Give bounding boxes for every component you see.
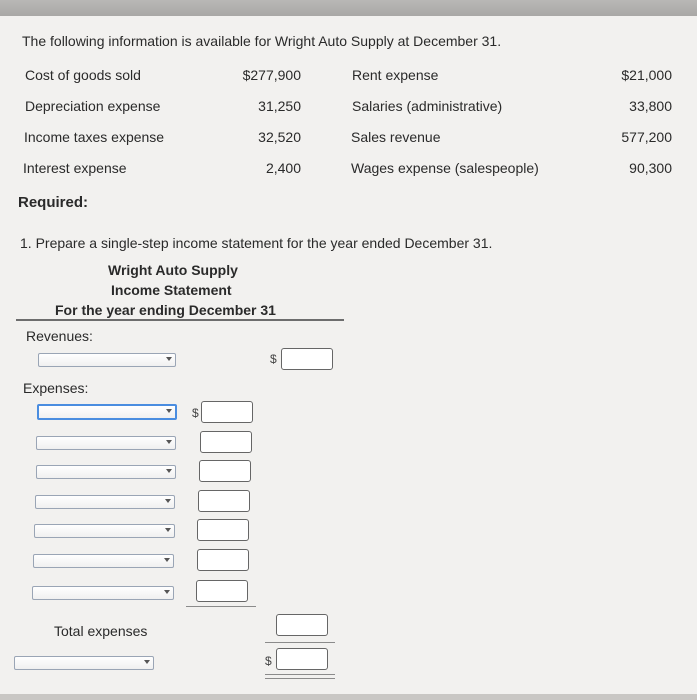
chevron-down-icon [166, 469, 172, 473]
expense-account-dropdown[interactable] [32, 586, 174, 600]
left-item-label: Income taxes expense [24, 129, 165, 145]
expense-account-dropdown[interactable] [35, 495, 175, 509]
left-item-value: 2,400 [265, 160, 301, 176]
expenses-sum-line [186, 606, 256, 607]
left-item-label: Cost of goods sold [25, 67, 141, 83]
chevron-down-icon [166, 440, 172, 444]
chevron-down-icon [144, 660, 150, 664]
chevron-down-icon [166, 409, 172, 413]
total-divider-line [265, 642, 335, 643]
expense-account-dropdown[interactable] [33, 554, 174, 568]
window-top-bar [0, 0, 697, 16]
right-item-value: 33,800 [629, 98, 672, 114]
double-underline-top [265, 674, 335, 675]
left-item-value: $277,900 [242, 67, 301, 83]
dollar-sign: $ [192, 406, 199, 420]
expenses-label: Expenses: [23, 380, 89, 396]
right-item-value: 90,300 [629, 160, 672, 176]
right-item-value: $21,000 [621, 67, 672, 83]
dollar-sign: $ [270, 352, 277, 366]
expense-amount-input[interactable] [198, 490, 250, 512]
right-item-label: Rent expense [352, 67, 439, 83]
chevron-down-icon [165, 528, 171, 532]
expense-account-dropdown[interactable] [34, 524, 175, 538]
expense-account-dropdown[interactable] [36, 436, 176, 450]
left-item-value: 32,520 [258, 129, 301, 145]
revenue-amount-input[interactable] [281, 348, 333, 370]
right-item-label: Sales revenue [351, 129, 441, 145]
required-heading: Required: [18, 194, 89, 211]
statement-period: For the year ending December 31 [55, 302, 276, 318]
chevron-down-icon [166, 357, 172, 361]
right-item-label: Salaries (administrative) [352, 98, 503, 114]
chevron-down-icon [164, 558, 170, 562]
left-item-value: 31,250 [258, 98, 301, 114]
intro-text: The following information is available for Wright Auto Supply at December 31. [22, 33, 502, 49]
left-item-label: Interest expense [23, 160, 127, 176]
dollar-sign: $ [265, 654, 272, 668]
net-income-amount-input[interactable] [276, 648, 328, 670]
right-item-label: Wages expense (salespeople) [351, 160, 539, 176]
chevron-down-icon [165, 499, 171, 503]
revenues-label: Revenues: [26, 328, 93, 344]
heading-divider [16, 319, 344, 321]
chevron-down-icon [164, 590, 170, 594]
expense-amount-input[interactable] [197, 549, 249, 571]
expense-amount-input[interactable] [197, 519, 249, 541]
net-income-label-dropdown[interactable] [14, 656, 154, 670]
left-item-label: Depreciation expense [25, 98, 161, 114]
double-underline-bottom [265, 678, 335, 679]
total-expenses-label: Total expenses [54, 623, 148, 639]
revenue-account-dropdown[interactable] [38, 353, 176, 367]
total-expenses-input[interactable] [276, 614, 328, 636]
question-text: 1. Prepare a single-step income statement for the year ended December 31. [20, 235, 493, 251]
page-bottom-edge [0, 694, 697, 700]
expense-amount-input[interactable] [199, 460, 251, 482]
expense-amount-input[interactable] [201, 401, 253, 423]
right-item-value: 577,200 [621, 129, 672, 145]
expense-amount-input[interactable] [200, 431, 252, 453]
statement-title: Income Statement [111, 282, 232, 298]
expense-amount-input[interactable] [196, 580, 248, 602]
expense-account-dropdown[interactable] [36, 465, 176, 479]
expense-account-dropdown[interactable] [37, 404, 177, 420]
statement-company: Wright Auto Supply [108, 262, 238, 278]
